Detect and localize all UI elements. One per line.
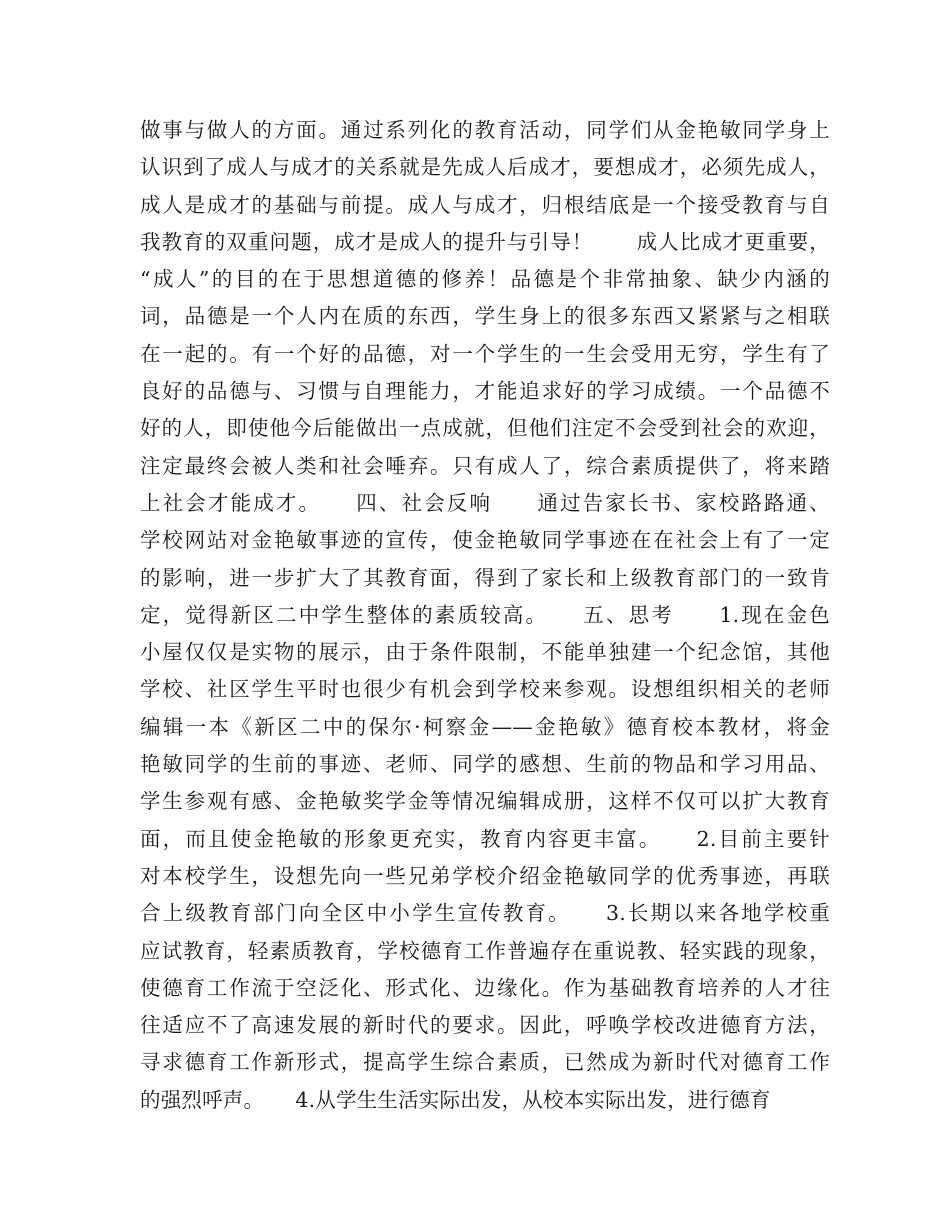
text-line: 良好的品德与、习惯与自理能力，才能追求好的学习成绩。一个品德不 [140, 379, 830, 404]
text-line: 应试教育，轻素质教育，学校德育工作普遍存在重说教、轻实践的现象， [140, 938, 830, 963]
text-line: 做事与做人的方面。通过系列化的教育活动，同学们从金艳敏同学身上 [140, 118, 830, 142]
text-line: 的影响，进一步扩大了其教育面，得到了家长和上级教育部门的一致肯 [140, 565, 830, 590]
text-line: 我教育的双重问题，成才是成人的提升与引导！ 成人比成才更重要， [140, 229, 830, 254]
text-line: 在一起的。有一个好的品德，对一个学生的一生会受用无穷，学生有了 [140, 341, 830, 366]
text-line: 编辑一本《新区二中的保尔·柯察金——金艳敏》德育校本教材，将金 [140, 714, 830, 739]
text-line: 寻求德育工作新形式，提高学生综合素质，已然成为新时代对德育工作 [140, 1050, 830, 1075]
text-line: 使德育工作流于空泛化、形式化、边缘化。作为基础教育培养的人才往 [140, 975, 830, 1000]
text-line: 学校网站对金艳敏事迹的宣传，使金艳敏同学事迹在在社会上有了一定 [140, 528, 830, 553]
body-text [140, 112, 830, 1119]
text-line: 认识到了成人与成才的关系就是先成人后成才，要想成才，必须先成人， [140, 155, 830, 180]
text-line: 对本校学生，设想先向一些兄弟学校介绍金艳敏同学的优秀事迹，再联 [140, 863, 830, 888]
text-line: “成人”的目的在于思想道德的修养！品德是个非常抽象、缺少内涵的 [140, 267, 830, 292]
text-line: 合上级教育部门向全区中小学生宣传教育。 3.长期以来各地学校重 [140, 901, 830, 926]
text-line: 上社会才能成才。 四、社会反响 通过告家长书、家校路路通、 [140, 490, 830, 515]
text-line: 往适应不了高速发展的新时代的要求。因此，呼唤学校改进德育方法， [140, 1013, 830, 1038]
text-line: 注定最终会被人类和社会唾弃。只有成人了，综合素质提供了，将来踏 [140, 453, 830, 478]
text-line: 成人是成才的基础与前提。成人与成才，归根结底是一个接受教育与自 [140, 192, 830, 217]
text-line: 面，而且使金艳敏的形象更充实，教育内容更丰富。 2.目前主要针 [140, 826, 830, 851]
text-line: 词，品德是一个人内在质的东西，学生身上的很多东西又紧紧与之相联 [140, 304, 830, 329]
text-line: 艳敏同学的生前的事迹、老师、同学的感想、生前的物品和学习用品、 [140, 752, 830, 777]
text-line: 好的人，即使他今后能做出一点成就，但他们注定不会受到社会的欢迎， [140, 416, 830, 441]
text-line: 学生参观有感、金艳敏奖学金等情况编辑成册，这样不仅可以扩大教育 [140, 789, 830, 814]
text-line: 学校、社区学生平时也很少有机会到学校来参观。设想组织相关的老师 [140, 677, 830, 702]
text-line: 的强烈呼声。 4.从学生生活实际出发，从校本实际出发，进行德育 [140, 1087, 771, 1112]
text-line: 小屋仅仅是实物的展示，由于条件限制，不能单独建一个纪念馆，其他 [140, 640, 830, 665]
text-line: 定，觉得新区二中学生整体的素质较高。 五、思考 1.现在金色 [140, 602, 830, 627]
